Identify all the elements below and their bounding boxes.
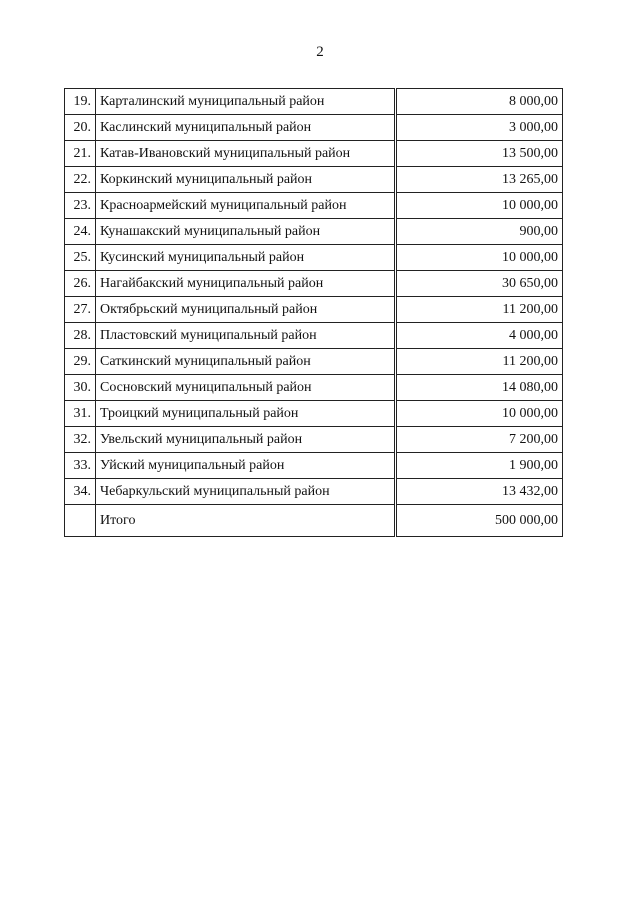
amount-cell: 1 900,00: [396, 453, 563, 479]
amount-cell: 11 200,00: [396, 349, 563, 375]
amount-cell: 10 000,00: [396, 245, 563, 271]
table-row: [65, 89, 563, 115]
district-name-cell: Катав-Ивановский муниципальный район: [96, 141, 396, 167]
row-number-cell: 27.: [65, 297, 96, 323]
page-number: 2: [316, 44, 324, 60]
row-number-cell: 23.: [65, 193, 96, 219]
district-name-cell: Уйский муниципальный район: [96, 453, 396, 479]
table-row: [65, 323, 563, 349]
table-body: [65, 89, 563, 537]
amount-cell: 13 500,00: [396, 141, 563, 167]
district-name-cell: Троицкий муниципальный район: [96, 401, 396, 427]
district-name-cell: Саткинский муниципальный район: [96, 349, 396, 375]
district-name-cell: Карталинский муниципальный район: [96, 89, 396, 115]
district-name-cell: Увельский муниципальный район: [96, 427, 396, 453]
district-name-cell: Нагайбакский муниципальный район: [96, 271, 396, 297]
row-number-cell: 30.: [65, 375, 96, 401]
row-number-cell: 29.: [65, 349, 96, 375]
total-num-cell: [65, 505, 96, 537]
row-number-cell: 25.: [65, 245, 96, 271]
table-row: [65, 401, 563, 427]
total-row: [65, 505, 563, 537]
total-amount-cell: 500 000,00: [396, 505, 563, 537]
table-row: [65, 141, 563, 167]
row-number-cell: 26.: [65, 271, 96, 297]
district-name-cell: Кусинский муниципальный район: [96, 245, 396, 271]
table-row: [65, 349, 563, 375]
row-number-cell: 31.: [65, 401, 96, 427]
table-row: [65, 193, 563, 219]
row-number-cell: 34.: [65, 479, 96, 505]
table-row: [65, 219, 563, 245]
amount-cell: 900,00: [396, 219, 563, 245]
allocation-table: [64, 88, 563, 537]
district-name-cell: Коркинский муниципальный район: [96, 167, 396, 193]
district-name-cell: Сосновский муниципальный район: [96, 375, 396, 401]
row-number-cell: 22.: [65, 167, 96, 193]
amount-cell: 13 432,00: [396, 479, 563, 505]
amount-cell: 7 200,00: [396, 427, 563, 453]
amount-cell: 10 000,00: [396, 193, 563, 219]
district-name-cell: Октябрьский муниципальный район: [96, 297, 396, 323]
district-name-cell: Кунашакский муниципальный район: [96, 219, 396, 245]
amount-cell: 8 000,00: [396, 89, 563, 115]
table-row: [65, 167, 563, 193]
row-number-cell: 33.: [65, 453, 96, 479]
row-number-cell: 20.: [65, 115, 96, 141]
table-row: [65, 427, 563, 453]
amount-cell: 30 650,00: [396, 271, 563, 297]
table-row: [65, 479, 563, 505]
district-name-cell: Пластовский муниципальный район: [96, 323, 396, 349]
table-row: [65, 245, 563, 271]
amount-cell: 11 200,00: [396, 297, 563, 323]
table-row: [65, 271, 563, 297]
amount-cell: 10 000,00: [396, 401, 563, 427]
district-name-cell: Красноармейский муниципальный район: [96, 193, 396, 219]
amount-cell: 3 000,00: [396, 115, 563, 141]
row-number-cell: 32.: [65, 427, 96, 453]
row-number-cell: 24.: [65, 219, 96, 245]
table-row: [65, 453, 563, 479]
total-label-cell: Итого: [96, 505, 396, 537]
row-number-cell: 19.: [65, 89, 96, 115]
district-name-cell: Каслинский муниципальный район: [96, 115, 396, 141]
amount-cell: 4 000,00: [396, 323, 563, 349]
table-row: [65, 297, 563, 323]
row-number-cell: 21.: [65, 141, 96, 167]
row-number-cell: 28.: [65, 323, 96, 349]
table-row: [65, 375, 563, 401]
table-row: [65, 115, 563, 141]
amount-cell: 14 080,00: [396, 375, 563, 401]
amount-cell: 13 265,00: [396, 167, 563, 193]
district-name-cell: Чебаркульский муниципальный район: [96, 479, 396, 505]
